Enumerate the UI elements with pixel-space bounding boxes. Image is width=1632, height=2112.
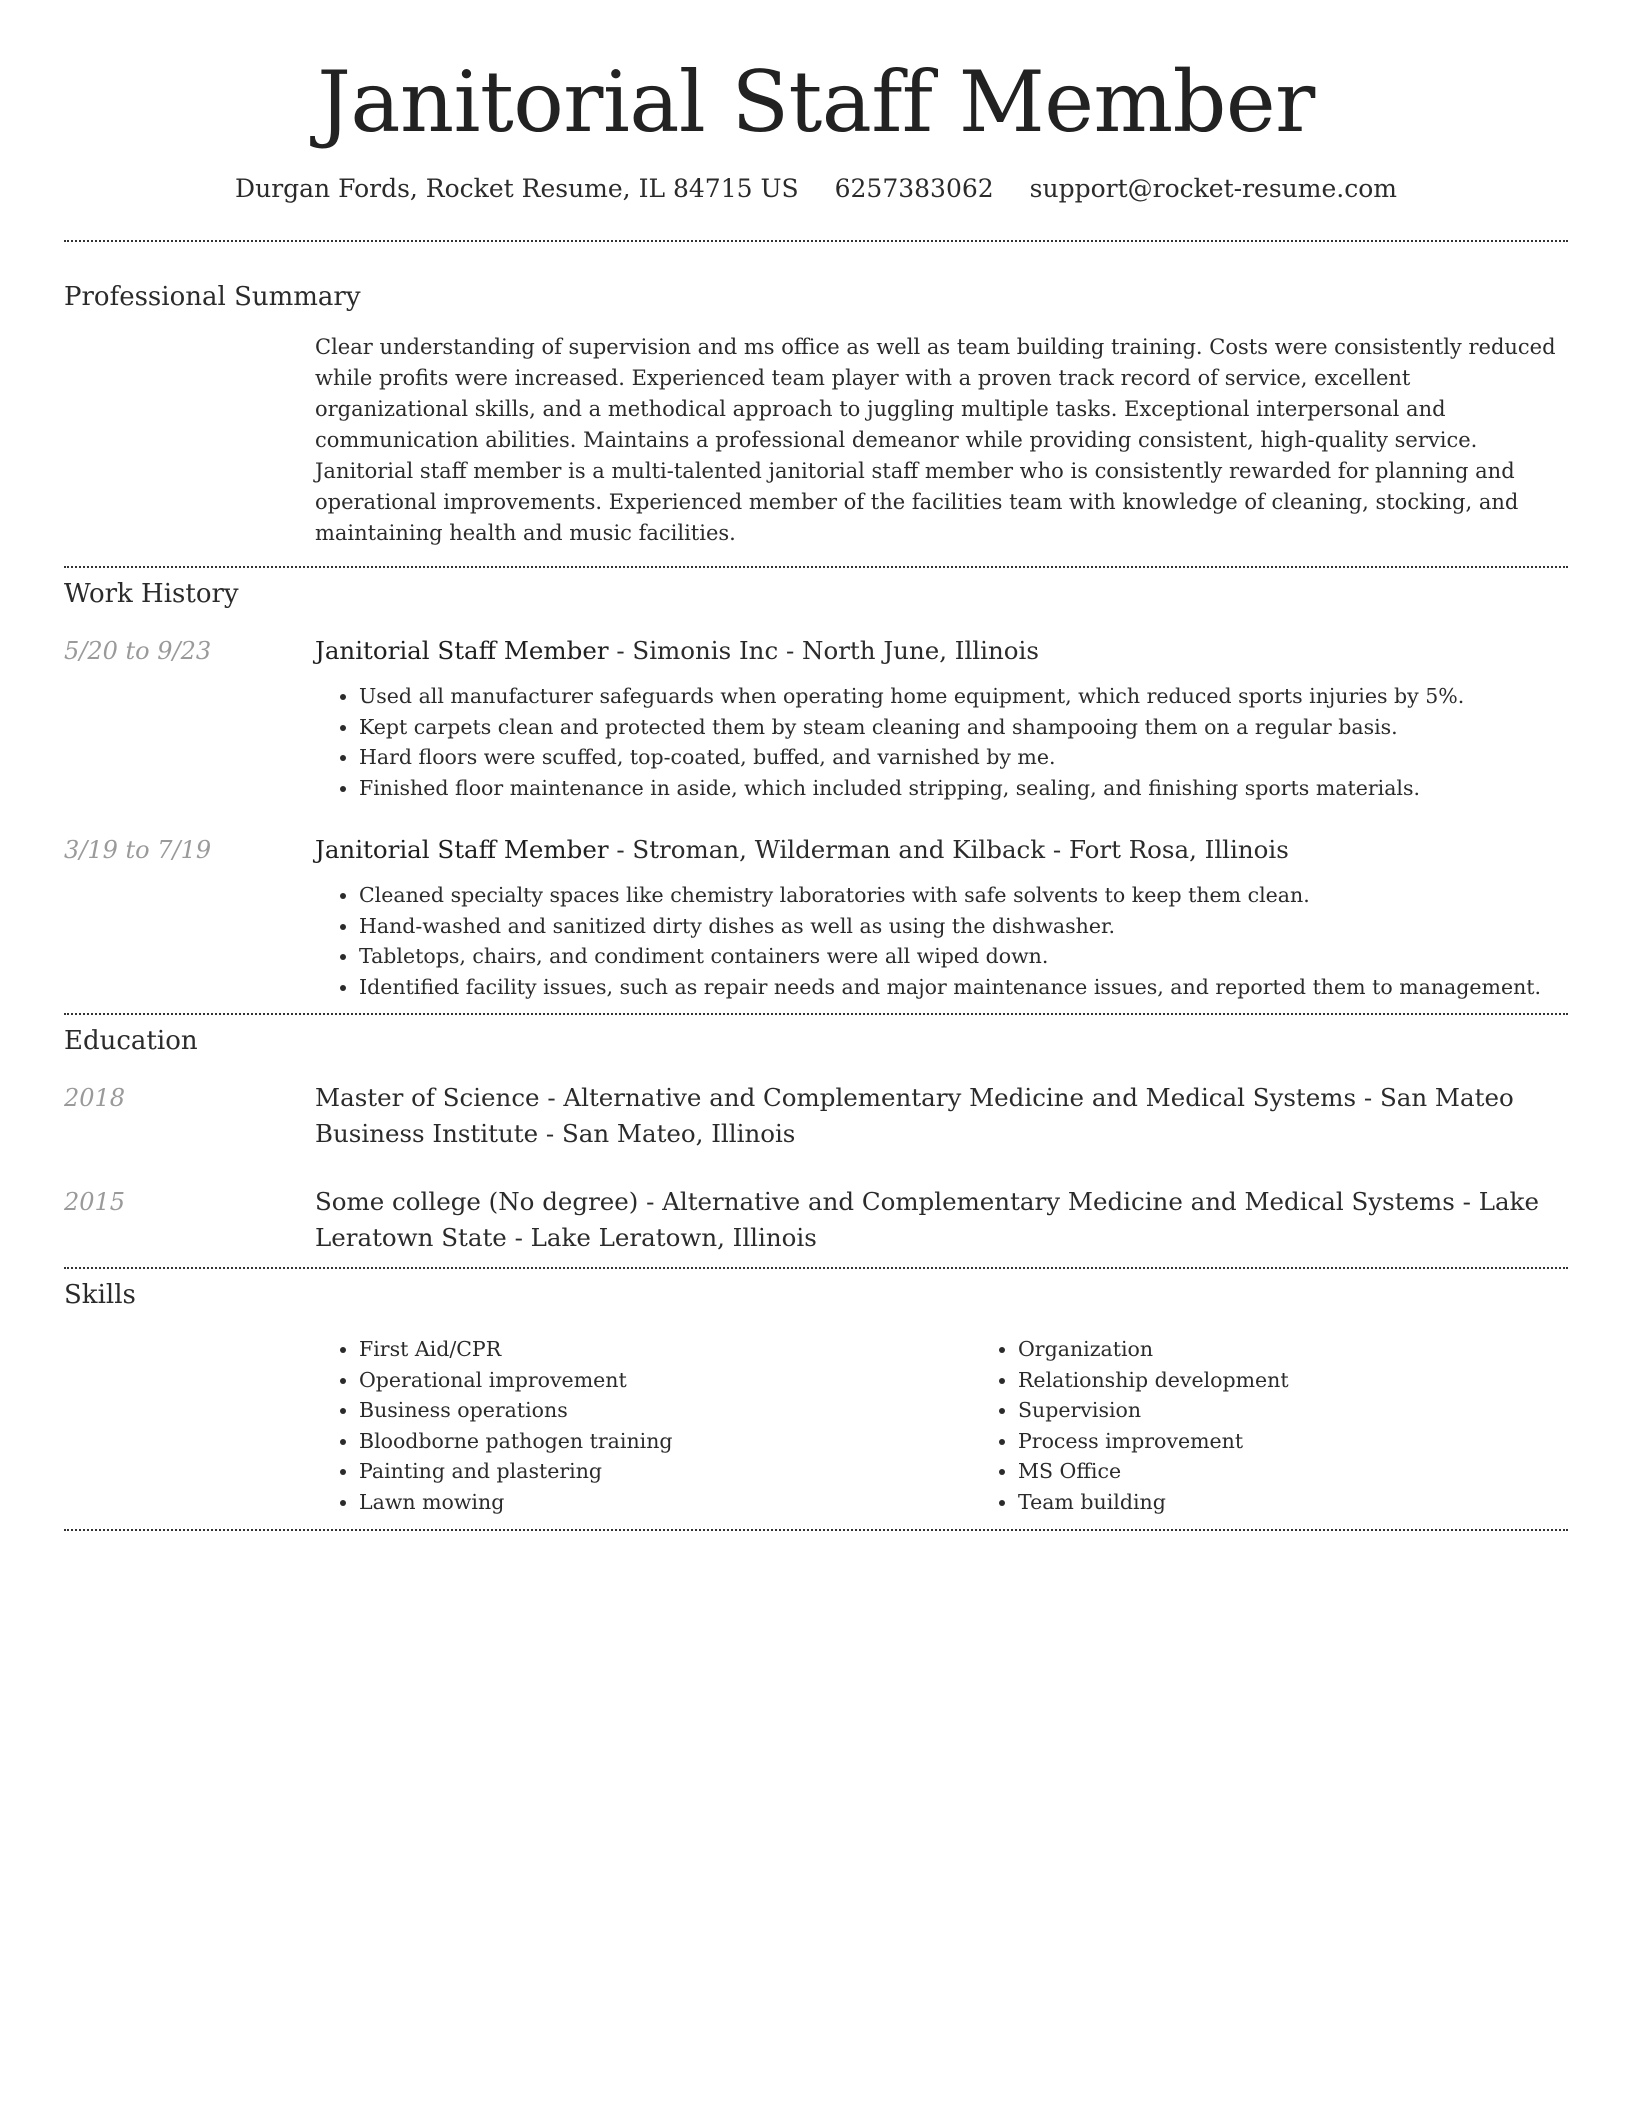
skill-item: • Organization <box>1018 1334 1558 1365</box>
skills-list-right <box>974 1334 1558 1517</box>
job-dates: 3/19 to 7/19 <box>64 836 212 864</box>
education-heading: Education <box>64 1026 198 1056</box>
work-section <box>64 568 1568 1013</box>
job-employer-location: - Simonis Inc - North June, Illinois <box>608 636 1039 665</box>
education-entry <box>64 1080 1568 1152</box>
job-duties <box>315 681 1568 803</box>
job-duty: • Finished floor maintenance in aside, which included stripping, sealing, and finishing sports materials. <box>359 773 1568 804</box>
job-entry <box>64 832 1568 1002</box>
skill-item: • Lawn mowing <box>359 1487 974 1518</box>
candidate-name: Janitorial Staff Member <box>317 53 1315 151</box>
job-duty: • Used all manufacturer safeguards when operating home equipment, which reduced sports injuries by 5%. <box>359 681 1568 712</box>
job-duties <box>315 880 1568 1002</box>
summary-heading: Professional Summary <box>64 282 361 312</box>
summary-text: Clear understanding of supervision and ms office as well as team building training. Costs were consistently reduced while profits were increased. Experienced team player with a proven track record of service, excellent organizational skills, and a methodical approach to juggling multiple tasks. Exceptional interpersonal and communication abilities. Maintains a professional demeanor while providing consistent, high-quality service. Janitorial staff member is a multi-talented janitorial staff member who is consistently rewarded for planning and operational improvements. Experienced member of the facilities team with knowledge of cleaning, stocking, and maintaining health and music facilities. <box>315 335 1556 545</box>
skill-item: • Business operations <box>359 1395 974 1426</box>
summary-row <box>64 332 1568 549</box>
job-role: Janitorial Staff Member <box>315 636 609 665</box>
job-body <box>315 633 1568 803</box>
contact-phone: 6257383062 <box>834 174 994 203</box>
summary-section <box>64 242 1568 566</box>
skills-divider <box>64 1529 1568 1531</box>
skill-item: • Operational improvement <box>359 1365 974 1396</box>
education-entry <box>64 1184 1568 1256</box>
skill-item: • Supervision <box>1018 1395 1558 1426</box>
skill-item: • Painting and plastering <box>359 1456 974 1487</box>
job-body <box>315 832 1568 1002</box>
skill-item: • Process improvement <box>1018 1426 1558 1457</box>
education-title <box>315 1080 1568 1152</box>
education-title <box>315 1184 1568 1256</box>
job-entry <box>64 633 1568 803</box>
skill-item: • MS Office <box>1018 1456 1558 1487</box>
skills-grid <box>315 1334 1568 1517</box>
contact-address: Durgan Fords, Rocket Resume, IL 84715 US <box>235 174 799 203</box>
job-duty: • Identified facility issues, such as repair needs and major maintenance issues, and reported them to management. <box>359 972 1568 1003</box>
job-role: Janitorial Staff Member <box>315 835 609 864</box>
contact-email: support@rocket-resume.com <box>1029 174 1397 203</box>
education-school-location: - San Mateo Business Institute - San Mateo, Illinois <box>315 1083 1514 1148</box>
skill-item: • Bloodborne pathogen training <box>359 1426 974 1457</box>
education-section <box>64 1015 1568 1267</box>
contact-line <box>64 172 1568 206</box>
job-duty: • Kept carpets clean and protected them by steam cleaning and shampooing them on a regular basis. <box>359 712 1568 743</box>
skills-list-left <box>315 1334 974 1517</box>
education-year: 2015 <box>64 1188 126 1216</box>
skills-row <box>64 1334 1568 1517</box>
skill-item: • Team building <box>1018 1487 1558 1518</box>
education-degree: Some college (No degree) - Alternative and Complementary Medicine and Medical Systems <box>315 1187 1455 1216</box>
education-year: 2018 <box>64 1084 126 1112</box>
job-duty: • Tabletops, chairs, and condiment containers were all wiped down. <box>359 941 1568 972</box>
job-title <box>315 633 1568 669</box>
job-title <box>315 832 1568 868</box>
skill-item: • First Aid/CPR <box>359 1334 974 1365</box>
skill-item: • Relationship development <box>1018 1365 1558 1396</box>
skills-section <box>64 1269 1568 1529</box>
job-duty: • Hand-washed and sanitized dirty dishes as well as using the dishwasher. <box>359 911 1568 942</box>
education-degree: Master of Science - Alternative and Complementary Medicine and Medical Systems <box>315 1083 1357 1112</box>
job-duty: • Hard floors were scuffed, top-coated, buffed, and varnished by me. <box>359 742 1568 773</box>
education-school-location: - Lake Leratown State - Lake Leratown, Illinois <box>315 1187 1539 1252</box>
skills-heading: Skills <box>64 1280 136 1310</box>
education-body <box>315 1184 1568 1256</box>
job-employer-location: - Stroman, Wilderman and Kilback - Fort Rosa, Illinois <box>608 835 1289 864</box>
job-duty: • Cleaned specialty spaces like chemistry laboratories with safe solvents to keep them clean. <box>359 880 1568 911</box>
job-dates: 5/20 to 9/23 <box>64 637 212 665</box>
summary-body <box>315 332 1568 549</box>
work-heading: Work History <box>64 579 239 609</box>
education-body <box>315 1080 1568 1152</box>
